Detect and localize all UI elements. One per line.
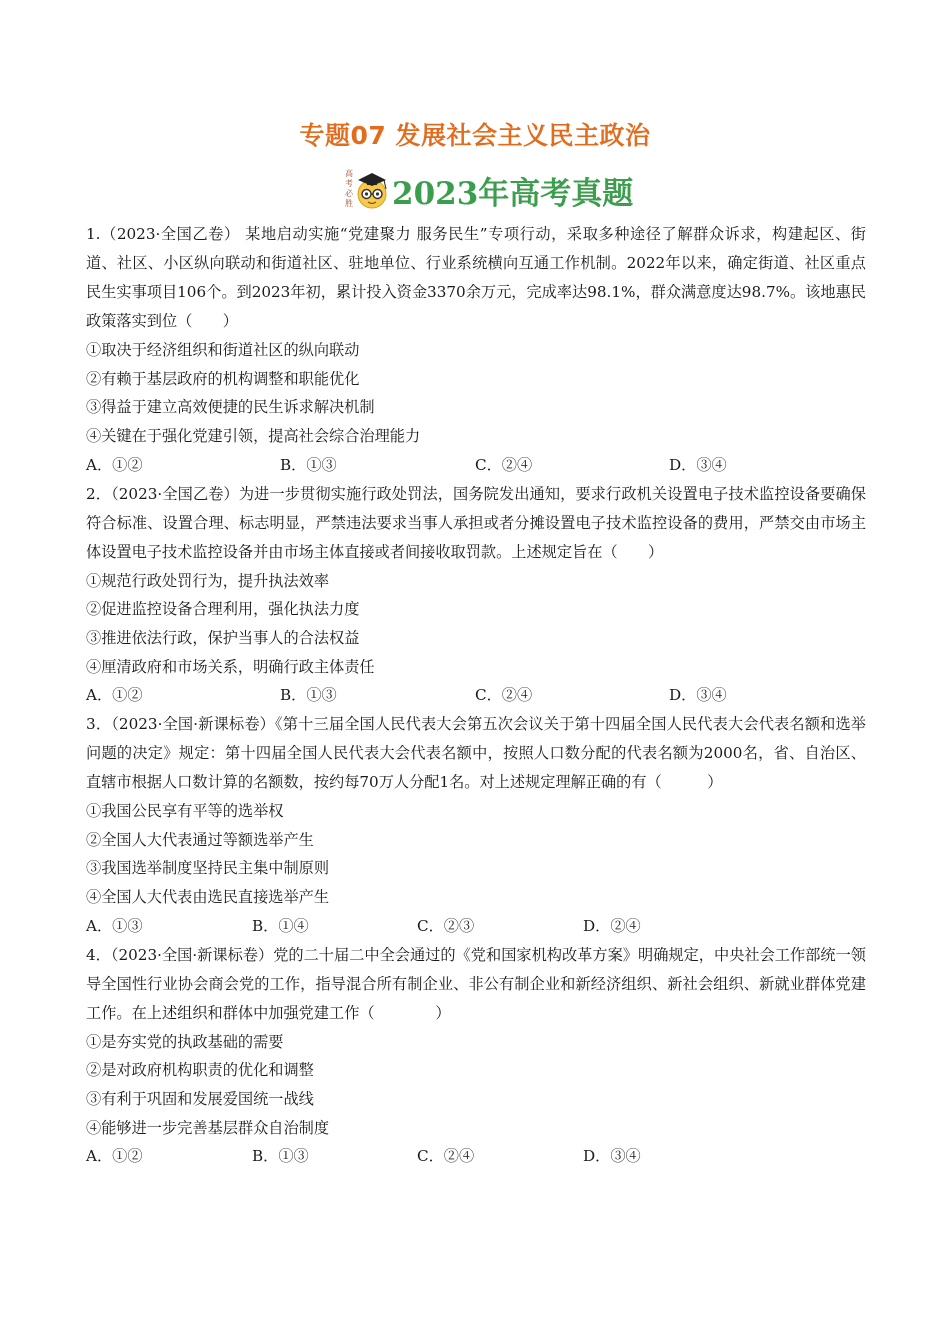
question-stem: 3．（2023·全国·新课标卷）《第十三届全国人民代表大会第五次会议关于第十四届全国人民代表大会代表名额和选举问题的决定》规定：第十四届全国人民代表大会代表名额中，按照人口数分配的代表名额为2000名，省、自治区、直辖市根据人口数计算的名额数，按约每70万人分配1名。对上述规定理解正确的有（ ） <box>86 715 866 791</box>
statement-option: ①是夯实党的执政基础的需要 <box>86 1032 284 1051</box>
svg-text:必: 必 <box>345 189 353 198</box>
statement-option: ④能够进一步完善基层群众自治制度 <box>86 1118 329 1137</box>
question-2 <box>86 480 866 711</box>
statement-option: ②有赖于基层政府的机构调整和职能优化 <box>86 369 360 388</box>
choice-a: A．①③ <box>86 916 143 935</box>
choice-c: C．②④ <box>475 455 533 474</box>
question-list <box>86 220 866 1171</box>
statement-option: ①取决于经济组织和街道社区的纵向联动 <box>86 341 360 359</box>
answer-choices <box>86 681 866 710</box>
statement-option: ②全国人大代表通过等额选举产生 <box>86 830 314 849</box>
statement-option: ①规范行政处罚行为，提升执法效率 <box>86 571 329 590</box>
statement-option: ②促进监控设备合理利用，强化执法力度 <box>86 600 360 619</box>
choice-d: D．②④ <box>583 916 641 935</box>
statement-option: ①我国公民享有平等的选举权 <box>86 802 284 820</box>
statement-option: ④厘清政府和市场关系，明确行政主体责任 <box>86 657 375 676</box>
statement-option: ③得益于建立高效便捷的民生诉求解决机制 <box>86 398 375 417</box>
choice-c: C．②④ <box>417 1147 475 1166</box>
svg-text:胜: 胜 <box>345 199 353 208</box>
choice-b: B．①③ <box>280 686 337 705</box>
choice-b: B．①③ <box>252 1147 309 1166</box>
statement-option: ③推进依法行政，保护当事人的合法权益 <box>86 628 360 647</box>
answer-choices <box>86 451 866 480</box>
question-stem: 1.（2023·全国乙卷） 某地启动实施“党建聚力 服务民生”专项行动，采取多种途径了解群众诉求，构建起区、街道、社区、小区纵向联动和街道社区、驻地单位、行业系统横向互通工作机制。2022年以来，确定街道、社区重点民生实事项目106个。到2023年初，累计投入资金3370余万元，完成率达98.1%，群众满意度达98.7%。该地惠民政策落实到位（ ） <box>86 225 866 330</box>
statement-option: ②是对政府机构职责的优化和调整 <box>86 1061 314 1080</box>
choice-a: A．①② <box>86 455 143 474</box>
choice-d: D．③④ <box>669 455 727 474</box>
question-4 <box>86 941 866 1172</box>
choice-b: B．①④ <box>252 916 309 935</box>
answer-choices <box>86 1142 866 1171</box>
statement-option: ④全国人大代表由选民直接选举产生 <box>86 888 329 907</box>
choice-a: A．①② <box>86 1147 143 1166</box>
choice-c: C．②④ <box>475 686 533 705</box>
graduate-mascot-logo <box>340 164 392 212</box>
statement-option: ③有利于巩固和发展爱国统一战线 <box>86 1089 314 1108</box>
choice-d: D．③④ <box>583 1147 641 1166</box>
choice-c: C．②③ <box>417 916 475 935</box>
question-3 <box>86 710 866 941</box>
answer-choices <box>86 912 866 941</box>
svg-text:考: 考 <box>345 179 353 188</box>
choice-b: B．①③ <box>280 455 337 474</box>
question-1 <box>86 220 866 480</box>
document-title: 专题07 发展社会主义民主政治 <box>299 121 651 150</box>
choice-a: A．①② <box>86 686 143 705</box>
statement-option: ③我国选举制度坚持民主集中制原则 <box>86 859 329 878</box>
section-banner <box>340 164 640 212</box>
question-stem: 4．（2023·全国·新课标卷）党的二十届二中全会通过的《党和国家机构改革方案》明确规定，中央社会工作部统一领导全国性行业协会商会党的工作，指导混合所有制企业、非公有制企业和新经济组织、新社会组织、新就业群体党建工作。在上述组织和群体中加强党建工作（ ） <box>86 945 866 1022</box>
choice-d: D．③④ <box>669 686 727 705</box>
banner-heading: 2023年高考真题 <box>392 176 634 212</box>
question-stem: 2．（2023·全国乙卷）为进一步贯彻实施行政处罚法，国务院发出通知，要求行政机关设置电子技术监控设备要确保符合标准、设置合理、标志明显，严禁违法要求当事人承担或者分摊设置电子技术监控设备的费用，严禁交由市场主体设置电子技术监控设备并由市场主体直接或者间接收取罚款。上述规定旨在（ ） <box>86 484 866 561</box>
statement-option: ④关键在于强化党建引领，提高社会综合治理能力 <box>86 427 421 446</box>
svg-text:高: 高 <box>345 169 353 178</box>
